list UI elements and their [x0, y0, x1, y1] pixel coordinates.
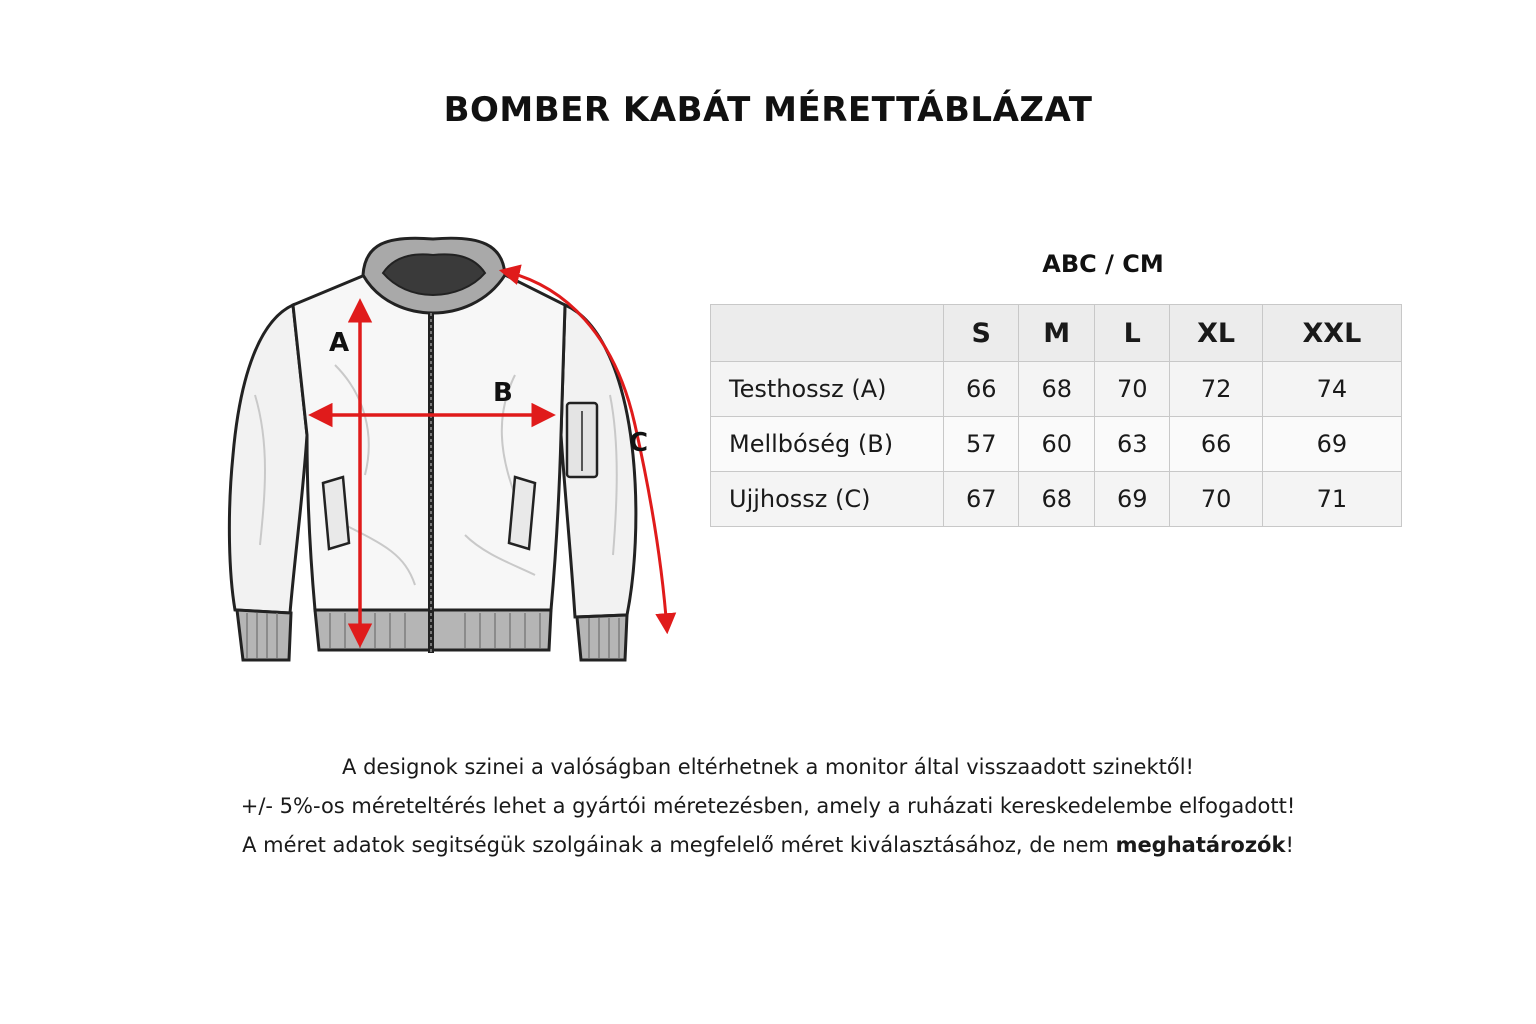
- left-sleeve: [229, 305, 307, 613]
- right-pocket: [509, 477, 535, 549]
- jacket-illustration: [215, 225, 695, 675]
- marker-c: C: [629, 428, 649, 458]
- note-line-3-emphasis: meghatározók: [1115, 833, 1286, 857]
- left-cuff: [237, 610, 291, 660]
- table-cell: 57: [944, 417, 1019, 472]
- marker-b: B: [493, 378, 513, 408]
- note-line-3: [0, 826, 1536, 865]
- size-header-m: M: [1019, 305, 1094, 362]
- size-header-s: S: [944, 305, 1019, 362]
- row-label: Testhossz (A): [711, 362, 944, 417]
- size-header-xxl: XXL: [1262, 305, 1401, 362]
- table-cell: 72: [1170, 362, 1262, 417]
- table-cell: 66: [1170, 417, 1262, 472]
- table-header-row: [711, 305, 1402, 362]
- page-title: BOMBER KABÁT MÉRETTÁBLÁZAT: [443, 90, 1093, 130]
- table-cell: 68: [1019, 472, 1094, 527]
- table-cell: 66: [944, 362, 1019, 417]
- table-cell: 71: [1262, 472, 1401, 527]
- size-header-xl: XL: [1170, 305, 1262, 362]
- note-line-3-end: !: [1285, 833, 1294, 857]
- note-line-1: A designok szinei a valóságban eltérhetnek a monitor által visszaadott szinektől!: [342, 755, 1194, 779]
- table-cell: 70: [1170, 472, 1262, 527]
- table-cell: 63: [1094, 417, 1169, 472]
- table-cell: 69: [1094, 472, 1169, 527]
- row-label: Mellbóség (B): [711, 417, 944, 472]
- table-cell: 69: [1262, 417, 1401, 472]
- size-table: [710, 304, 1402, 527]
- left-pocket: [323, 477, 349, 549]
- table-cell: 60: [1019, 417, 1094, 472]
- unit-label: ABC / CM: [1042, 250, 1164, 278]
- note-line-2: +/- 5%-os méreteltérés lehet a gyártói méretezésben, amely a ruházati kereskedelembe elfogadott!: [240, 794, 1296, 818]
- bomber-jacket-icon: [215, 225, 695, 675]
- disclaimer-notes: [0, 748, 1536, 865]
- table-corner-cell: [711, 305, 944, 362]
- table-row: [711, 362, 1402, 417]
- table-cell: 70: [1094, 362, 1169, 417]
- row-label: Ujjhossz (C): [711, 472, 944, 527]
- size-header-l: L: [1094, 305, 1169, 362]
- note-line-3-text: A méret adatok segitségük szolgáinak a megfelelő méret kiválasztásához, de nem: [242, 833, 1116, 857]
- table-cell: 68: [1019, 362, 1094, 417]
- marker-a: A: [329, 328, 350, 358]
- table-row: [711, 472, 1402, 527]
- table-cell: 74: [1262, 362, 1401, 417]
- table-cell: 67: [944, 472, 1019, 527]
- table-row: [711, 417, 1402, 472]
